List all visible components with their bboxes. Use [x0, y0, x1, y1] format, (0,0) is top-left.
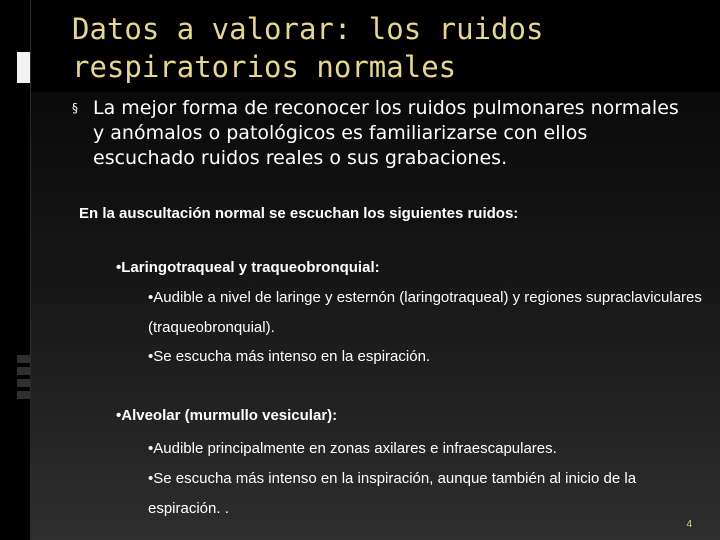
lead-sentence: En la auscultación normal se escuchan los siguientes ruidos: — [79, 205, 519, 222]
decorative-stripe — [17, 391, 30, 399]
decorative-stripe — [17, 367, 30, 375]
detail-alveolar-intensity: •Se escucha más intenso en la inspiración, aunque también al inicio de la espiración. . — [148, 470, 637, 517]
slide-title: Datos a valorar: los ruidos respiratorios normales — [72, 12, 544, 84]
page-number: 4 — [686, 519, 692, 530]
detail-laringotraqueal-intensity: •Se escucha más intenso en la espiración. — [148, 348, 431, 365]
decorative-stripe — [17, 355, 30, 363]
left-border-line — [30, 0, 31, 540]
title-accent-block — [17, 52, 30, 83]
detail-laringotraqueal-location: •Audible a nivel de laringe y esternón (laringotraqueal) y regiones supraclaviculares (traqueobronquial). — [148, 289, 702, 336]
detail-alveolar-location: •Audible principalmente en zonas axilares e infraescapulares. — [148, 440, 557, 457]
intro-paragraph — [72, 96, 692, 171]
square-bullet-icon: § — [72, 101, 78, 115]
heading-alveolar: •Alveolar (murmullo vesicular): — [116, 407, 338, 424]
heading-laringotraqueal: •Laringotraqueal y traqueobronquial: — [116, 259, 380, 276]
intro-text: La mejor forma de reconocer los ruidos pulmonares normales y anómalos o patológicos es familiarizarse con ellos escuchado ruidos reales o sus grabaciones. — [93, 97, 679, 169]
decorative-stripe — [17, 379, 30, 387]
